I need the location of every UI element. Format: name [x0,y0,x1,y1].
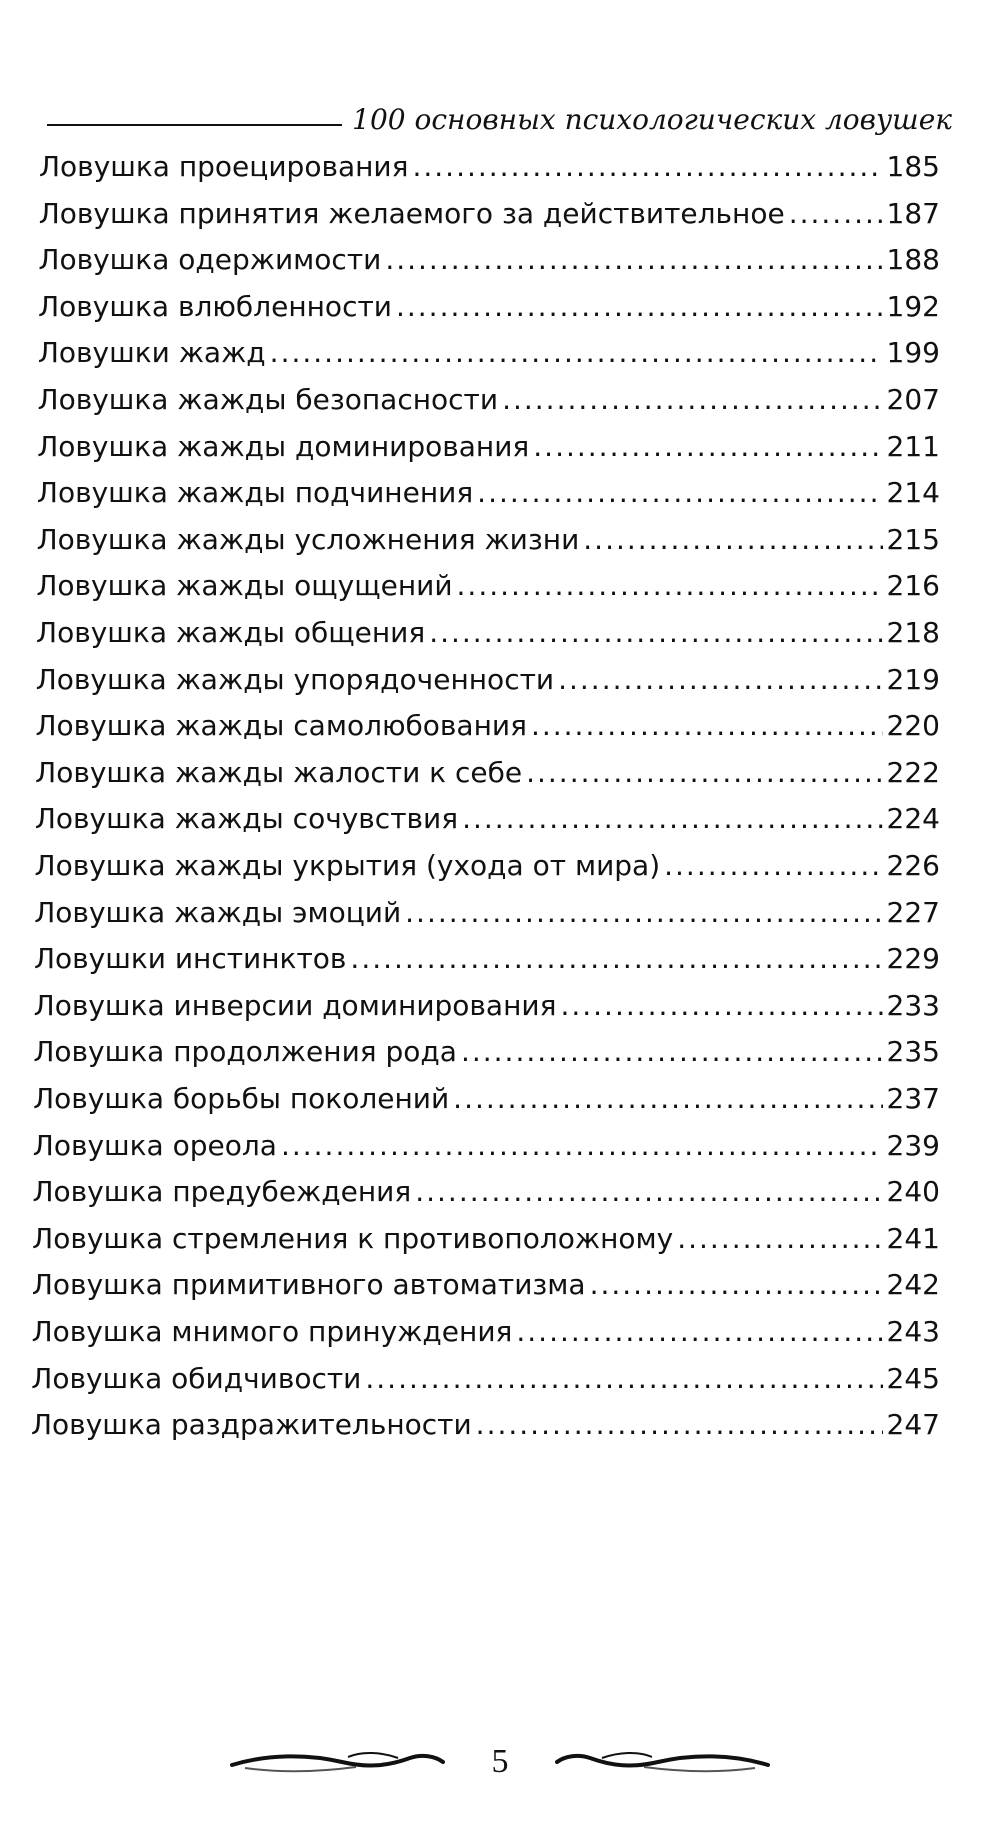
toc-entry-title: Ловушка жажды упорядоченности [35,662,555,696]
toc-entry [36,611,940,655]
toc-entry [31,1357,940,1401]
dot-leader [558,658,882,702]
toc-entry [37,518,940,562]
dot-leader [412,145,882,189]
toc-entry-page: 199 [886,336,940,370]
toc-entry-title: Ловушка мнимого принуждения [31,1315,513,1348]
dot-leader [385,238,882,282]
toc-entry-page: 247 [886,1408,940,1442]
toc-entry-title: Ловушка продолжения рода [33,1035,457,1069]
toc-entry-page: 219 [886,662,940,696]
toc-entry-page: 229 [886,942,940,976]
dot-leader [560,984,882,1028]
toc-entry [32,1217,940,1261]
dot-leader [462,797,882,841]
dot-leader [677,1217,882,1261]
toc-entry-title: Ловушка жажды ощущений [36,569,453,603]
dot-leader [457,564,883,608]
toc-entry-title: Ловушка раздражительности [31,1408,472,1442]
toc-entry-page: 233 [886,988,940,1022]
dot-leader [429,611,882,655]
toc-entry [34,937,940,981]
toc-entry-page: 214 [886,476,940,510]
toc-entry-page: 240 [886,1175,940,1209]
toc-entry [35,844,940,888]
toc-entry-title: Ловушки жажд [37,336,266,370]
toc-entry [38,285,940,329]
toc-entry-title: Ловушка жажды жалости к себе [35,755,523,789]
toc-entry-page: 187 [886,196,940,230]
toc-entry-title: Ловушка жажды общения [36,616,426,649]
toc-entry-title: Ловушка предубеждения [32,1175,412,1209]
dot-leader [405,891,882,935]
toc-entry-page: 224 [886,802,940,836]
dot-leader [516,1310,882,1354]
toc-entry [38,238,940,282]
toc-entry-page: 226 [886,849,940,882]
toc-entry-page: 239 [886,1128,940,1162]
toc-entry [39,192,940,236]
toc-entry [38,331,940,375]
dot-leader [461,1030,883,1074]
toc-entry-page: 211 [886,429,940,463]
toc-entry-page: 188 [886,243,940,277]
toc-entry-page: 216 [886,569,940,603]
toc-entry [39,145,940,189]
dot-leader [270,331,883,375]
toc-entry-page: 215 [886,522,940,556]
toc-entry-page: 243 [886,1315,940,1348]
toc-entry [35,704,940,748]
page-footer [230,1740,770,1790]
toc-entry-title: Ловушка инверсии доминирования [33,988,557,1022]
toc-entry [37,471,940,515]
toc-entry [33,1124,940,1168]
toc-entry-title: Ловушка жажды доминирования [37,429,530,463]
toc-entry-page: 242 [886,1268,940,1302]
toc-entry-page: 237 [886,1082,940,1115]
dot-leader [583,518,882,562]
toc-entry-page: 227 [886,895,940,929]
toc-entry [32,1310,940,1354]
toc-entry [33,1077,940,1121]
dot-leader [396,285,883,329]
toc-entry-title: Ловушка одержимости [38,243,382,277]
toc-entry-page: 192 [886,289,940,323]
dot-leader [365,1357,882,1401]
toc-entry [32,1263,940,1307]
toc-entry-title: Ловушка обидчивости [31,1361,362,1395]
toc-entry-title: Ловушка жажды безопасности [37,383,499,416]
toc-entry [35,751,940,795]
toc-entry-title: Ловушка борьбы поколений [33,1082,450,1115]
toc-entry-page: 222 [886,755,940,789]
toc-entry-title: Ловушка ореола [32,1128,277,1162]
toc-entry-page: 185 [886,150,940,183]
dot-leader [526,751,882,795]
toc-entry-title: Ловушка примитивного автоматизма [31,1268,586,1302]
dot-leader [415,1170,882,1214]
toc-entry-title: Ловушка жажды эмоций [34,895,402,929]
toc-entry-title: Ловушка жажды сочувствия [34,802,459,836]
page-number: 5 [491,1743,509,1780]
toc-entry-page: 235 [886,1035,940,1069]
toc-entry-title: Ловушка принятия желаемого за действительное [38,196,785,230]
toc-entry-title: Ловушка жажды усложнения жизни [36,522,580,556]
dot-leader [453,1077,882,1121]
toc-entry-page: 241 [886,1221,940,1255]
toc-entry [35,797,940,841]
dot-leader [477,471,882,515]
toc-entry [34,984,940,1028]
toc-entry-title: Ловушка жажды подчинения [36,476,474,510]
toc-entry [36,564,940,608]
right-flourish-ornament [555,1748,770,1778]
dot-leader [476,1403,883,1447]
toc-entry [33,1030,940,1074]
toc-entry-title: Ловушки инстинктов [33,942,347,976]
dot-leader [502,378,882,422]
toc-entry [34,891,940,935]
toc-entry-page: 220 [886,709,940,743]
toc-entry-title: Ловушка влюбленности [38,289,392,323]
dot-leader [789,192,883,236]
toc-entry [36,658,940,702]
toc-entry-page: 245 [886,1361,940,1395]
toc-entry-title: Ловушка проецирования [39,150,409,183]
toc-entry-page: 218 [886,616,940,649]
toc-entry-title: Ловушка жажды самолюбования [35,709,527,743]
toc-entry [37,425,940,469]
toc-entry [32,1170,940,1214]
dot-leader [590,1263,883,1307]
dot-leader [664,844,882,888]
toc-entry [31,1403,940,1447]
toc-entry-page: 207 [886,383,940,416]
toc-entry-title: Ловушка стремления к противоположному [32,1221,674,1255]
dot-leader [350,937,882,981]
book-title: 100 основных психологических ловушек [352,103,952,136]
toc-entry [38,378,940,422]
dot-leader [533,425,882,469]
dot-leader [281,1124,883,1168]
toc-entry-title: Ловушка жажды укрытия (ухода от мира) [34,849,661,882]
dot-leader [531,704,883,748]
